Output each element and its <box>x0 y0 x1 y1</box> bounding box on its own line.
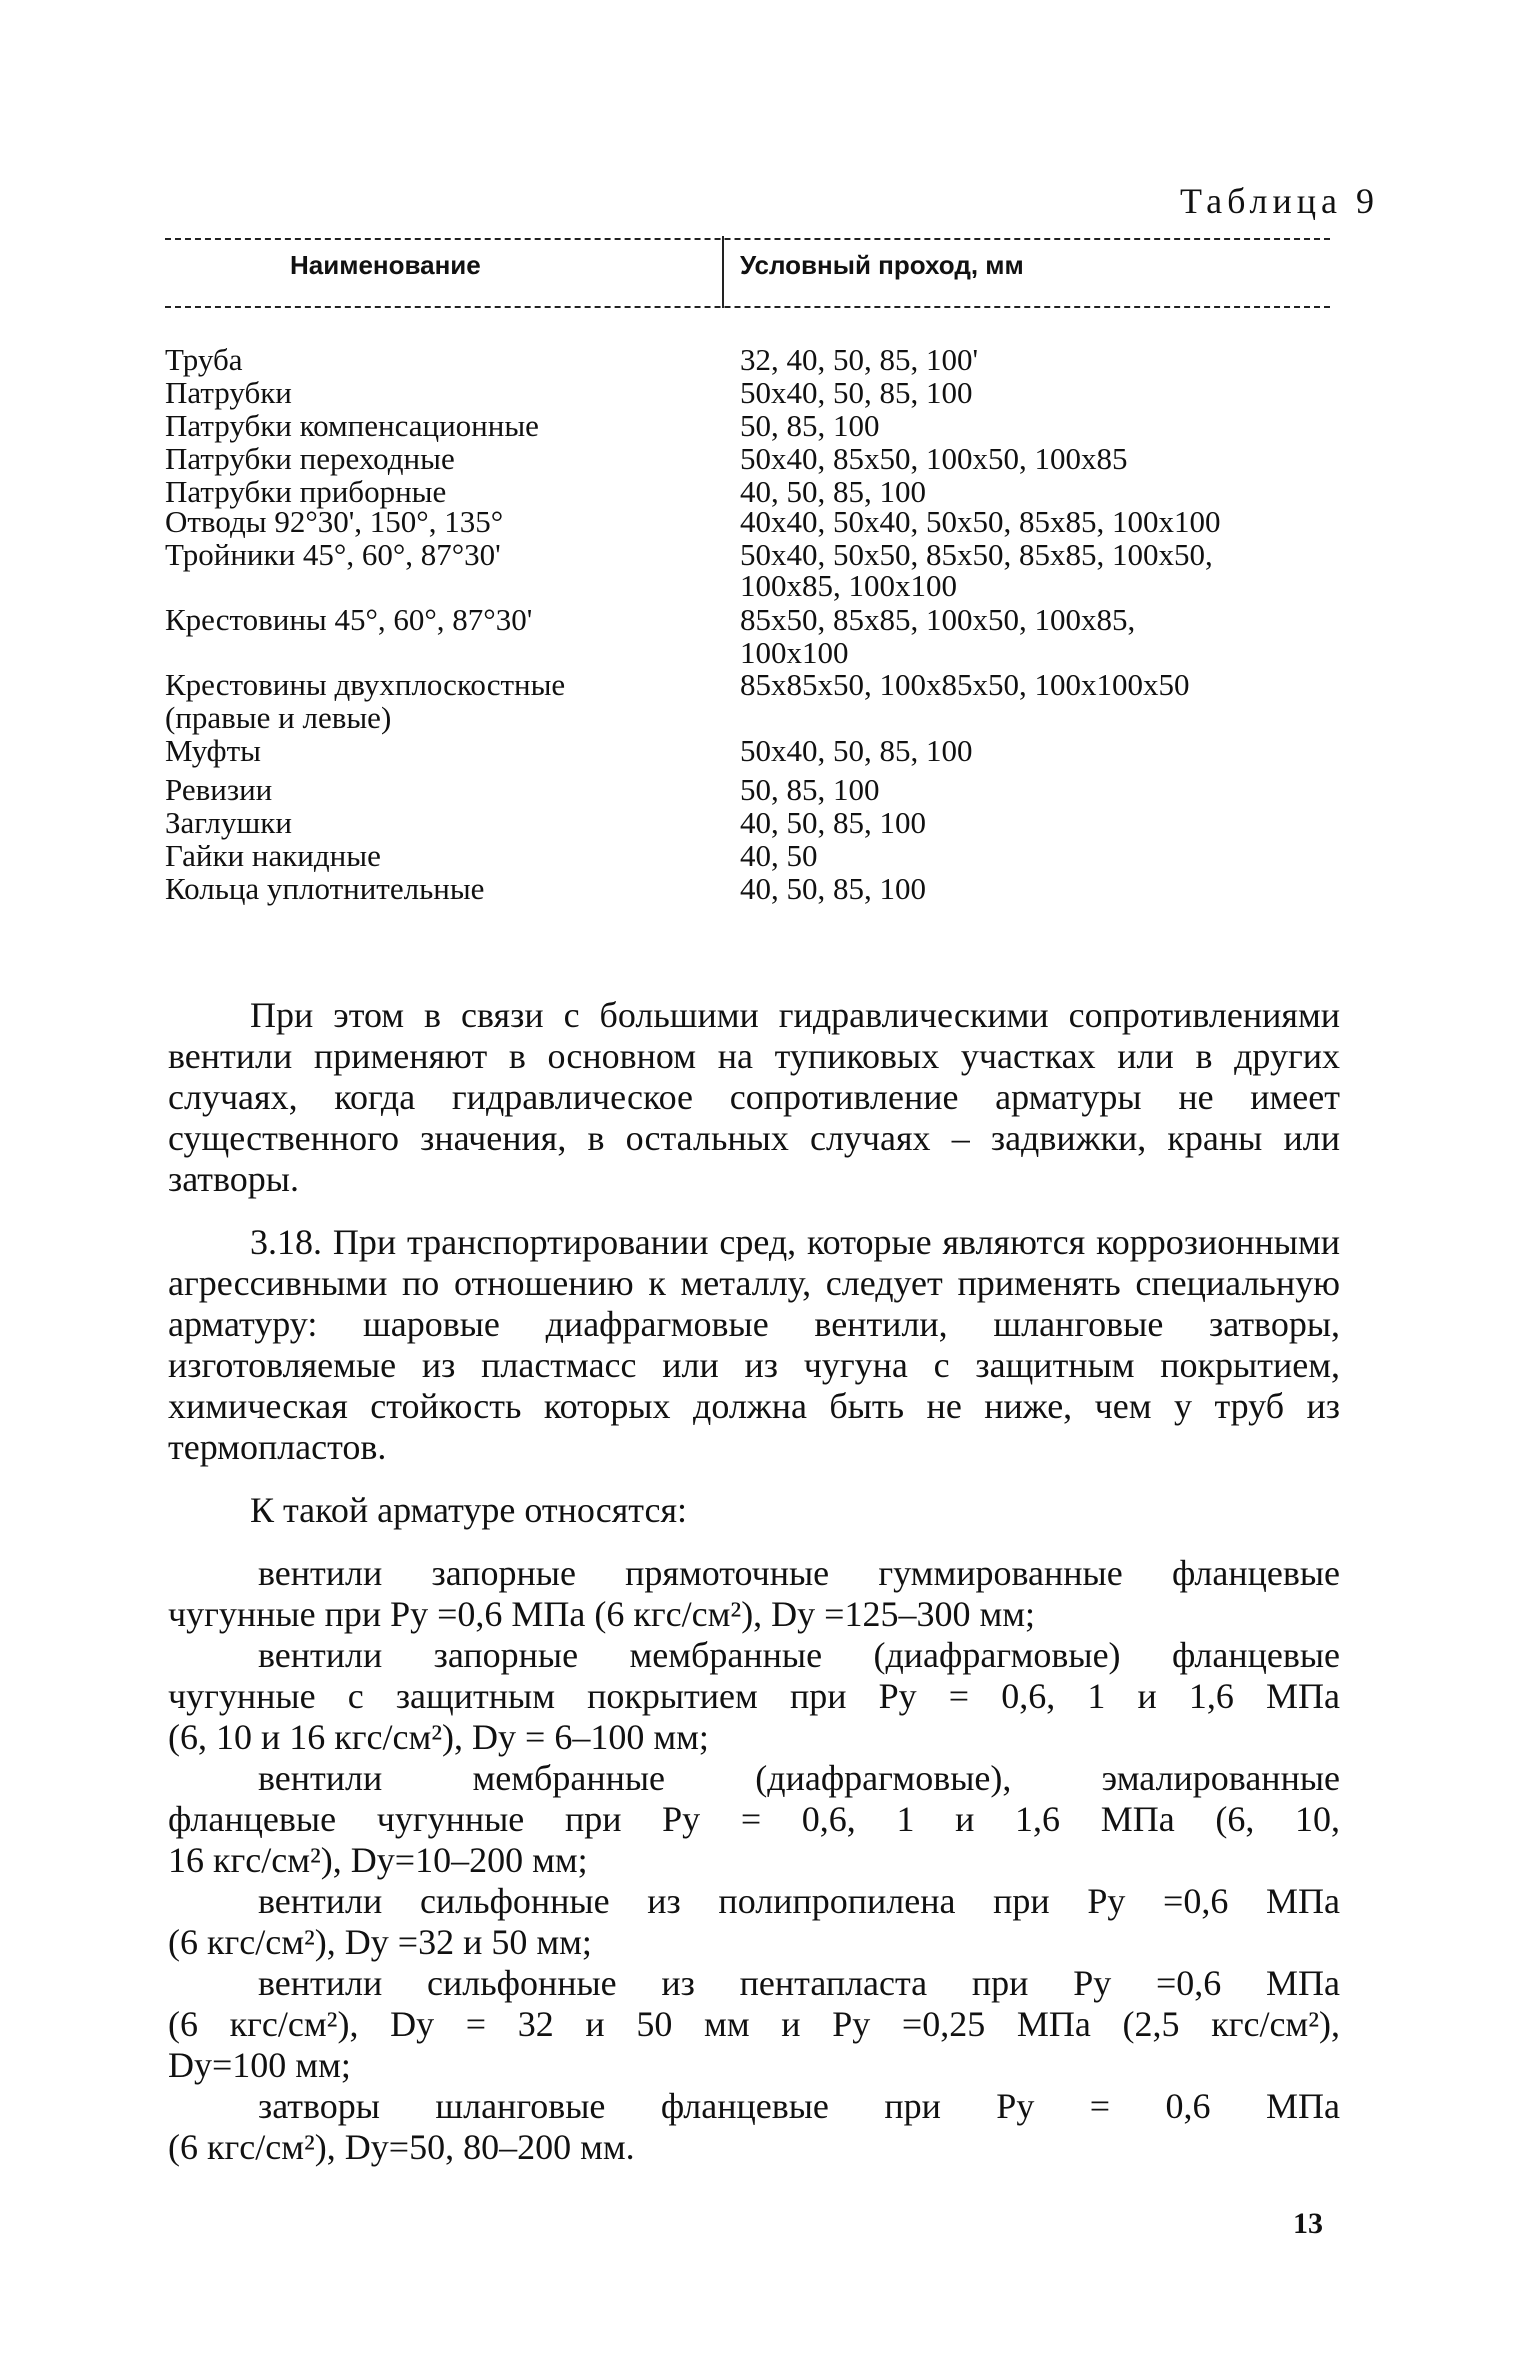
list-item <box>168 1758 1340 1881</box>
table-cell-name: Патрубки <box>165 375 292 410</box>
list-item <box>168 2086 1340 2168</box>
table-cell-value: 50x40, 50, 85, 100 <box>740 733 973 768</box>
table-cell-value: 85x85x50, 100x85x50, 100x100x50 <box>740 667 1190 702</box>
table-cell-value: 32, 40, 50, 85, 100' <box>740 342 979 377</box>
list-item-line: (6 кгс/см²), Dу = 32 и 50 мм и Pу =0,25 МПа (2,5 кгс/см²), <box>168 2004 1340 2044</box>
table-caption: Таблица 9 <box>1180 181 1379 221</box>
table-cell-name: Отводы 92°30', 150°, 135° <box>165 504 504 539</box>
table-cell-value: 40, 50, 85, 100 <box>740 474 926 509</box>
list-item-line: вентили мембранные (диафрагмовые), эмалированные <box>258 1758 1340 1798</box>
table-cell-value: 40, 50, 85, 100 <box>740 805 926 840</box>
list-item-line: чугунные с защитным покрытием при Pу = 0,6, 1 и 1,6 МПа <box>168 1676 1340 1716</box>
table-cell-name: Патрубки приборные <box>165 474 447 509</box>
table-cell-value: 40, 50, 85, 100 <box>740 871 926 906</box>
list-item-line: вентили запорные мембранные (диафрагмовые) фланцевые <box>258 1635 1340 1675</box>
paragraph-such-fittings: К такой арматуре относятся: <box>250 1490 688 1530</box>
table-header-passage: Условный проход, мм <box>740 250 1024 280</box>
list-item-line: фланцевые чугунные при Pу = 0,6, 1 и 1,6 МПа (6, 10, <box>168 1799 1340 1839</box>
table-cell-name: Крестовины двухплоскостные <box>165 667 566 702</box>
table-cell-value: 50, 85, 100 <box>740 408 880 443</box>
table-cell-name: Заглушки <box>165 805 292 840</box>
table-header-divider <box>722 236 724 308</box>
list-item-line: (6, 10 и 16 кгс/см²), Dу = 6–100 мм; <box>168 1717 709 1757</box>
table-cell-name: Патрубки переходные <box>165 441 455 476</box>
table-header-top-rule <box>165 238 1330 240</box>
list-item-line: 16 кгс/см²), Dу=10–200 мм; <box>168 1840 588 1880</box>
table-cell-name: (правые и левые) <box>165 700 392 735</box>
list-item-line: (6 кгс/см²), Dу =32 и 50 мм; <box>168 1922 592 1962</box>
list-item-line: Dу=100 мм; <box>168 2045 351 2085</box>
list-item <box>168 1963 1340 2086</box>
list-item-line: затворы шланговые фланцевые при Pу = 0,6 МПа <box>258 2086 1340 2126</box>
list-item <box>168 1881 1340 1963</box>
table-cell-value: 50x40, 50, 85, 100 <box>740 375 973 410</box>
table-header-bottom-rule <box>165 306 1330 308</box>
table-cell-value: 40, 50 <box>740 838 818 873</box>
list-item-line: вентили сильфонные из полипропилена при Pу =0,6 МПа <box>258 1881 1340 1921</box>
list-item <box>168 1635 1340 1758</box>
table-cell-value: 50x40, 85x50, 100x50, 100x85 <box>740 441 1128 476</box>
table-cell-name: Ревизии <box>165 772 273 807</box>
table-cell-value: 85x50, 85x85, 100x50, 100x85, <box>740 602 1136 637</box>
body-text <box>168 995 1340 2168</box>
table-header-name: Наименование <box>290 250 481 280</box>
table-cell-name: Муфты <box>165 733 261 768</box>
table-cell-name: Гайки накидные <box>165 838 381 873</box>
table-cell-value: 40x40, 50x40, 50x50, 85x85, 100x100 <box>740 504 1221 539</box>
list-item-line: (6 кгс/см²), Dу=50, 80–200 мм. <box>168 2127 635 2167</box>
list-item-line: вентили запорные прямоточные гуммированные фланцевые <box>258 1553 1340 1593</box>
table-cell-value: 100x85, 100x100 <box>740 568 957 603</box>
paragraph-hydraulic-resistance: При этом в связи с большими гидравлическими сопротивлениями вентили применяют в основном на тупиковых участках или в других случаях, когда гидравлическое сопротивление арматуры не имеет существенного значения, в остальных случаях – задвижки, краны или затворы. <box>168 995 1340 1199</box>
table-cell-value: 50x40, 50x50, 85x50, 85x85, 100x50, <box>740 537 1213 572</box>
table-cell-name: Тройники 45°, 60°, 87°30' <box>165 537 501 572</box>
table-cell-value: 50, 85, 100 <box>740 772 880 807</box>
table-cell-name: Кольца уплотнительные <box>165 871 485 906</box>
list-item-line: чугунные при Pу =0,6 МПа (6 кгс/см²), Dу =125–300 мм; <box>168 1594 1036 1634</box>
table-cell-name: Труба <box>165 342 243 377</box>
page-number: 13 <box>1293 2207 1323 2240</box>
list-item-line: вентили сильфонные из пентапласта при Pу =0,6 МПа <box>258 1963 1340 2003</box>
table-cell-value: 100x100 <box>740 635 849 670</box>
table-cell-name: Крестовины 45°, 60°, 87°30' <box>165 602 533 637</box>
paragraph-3-18: 3.18. При транспортировании сред, которые являются коррозионными агрессивными по отношению к металлу, следует применять специальную арматуру: шаровые диафрагмовые вентили, шланговые затворы, изготовляемые из пластмасс или из чугуна с защитным покрытием, химическая стойкость которых должна быть не ниже, чем у труб из термопластов. <box>168 1222 1340 1467</box>
table-cell-name: Патрубки компенсационные <box>165 408 539 443</box>
list-item <box>168 1553 1340 1635</box>
